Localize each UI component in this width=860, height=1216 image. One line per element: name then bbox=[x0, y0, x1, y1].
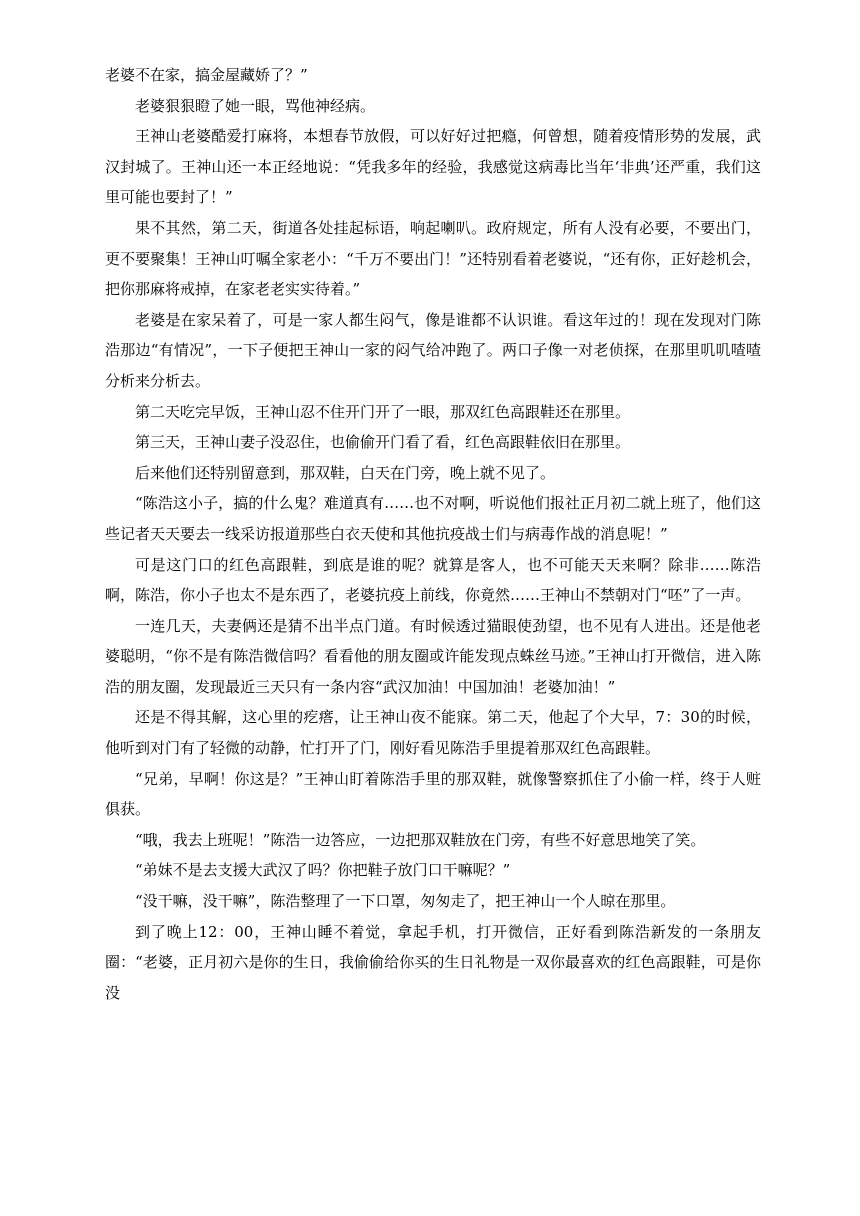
paragraph-14: “哦，我去上班呢！”陈浩一边答应，一边把那双鞋放在门旁，有些不好意思地笑了笑。 bbox=[135, 830, 706, 849]
paragraph-5: 老婆是在家呆着了，可是一家人都生闷气，像是谁都不认识谁。看这年过的！现在发现对门陈浩那边“有情况”，一下子便把王神山一家的闷气给冲跑了。两口子像一对老侦探，在那里叽叽喳喳分析来分析去。 bbox=[105, 310, 761, 390]
paragraph-12: 还是不得其解，这心里的疙瘩，让王神山夜不能寐。第二天，他起了个大早，7：30的时候，他听到对门有了轻微的动静，忙打开了门，刚好看见陈浩手里提着那双红色高跟鞋。 bbox=[105, 708, 761, 758]
paragraph-17: 到了晚上12：00，王神山睡不着觉，拿起手机，打开微信，正好看到陈浩新发的一条朋友圈：“老婆，正月初六是你的生日，我偷偷给你买的生日礼物是一双你最喜欢的红色高跟鞋，可是你没 bbox=[105, 922, 761, 1002]
document-body bbox=[105, 60, 761, 1008]
paragraph-2: 老婆狠狠瞪了她一眼，骂他神经病。 bbox=[135, 96, 376, 115]
paragraph-9: “陈浩这小子，搞的什么鬼？难道真有……也不对啊，听说他们报社正月初二就上班了，他们这些记者天天要去一线采访报道那些白衣天使和其他抗疫战士们与病毒作战的消息呢！” bbox=[105, 494, 761, 543]
paragraph-4: 果不其然，第二天，街道各处挂起标语，响起喇叭。政府规定，所有人没有必要，不要出门，更不要聚集！王神山叮嘱全家老小：“千万不要出门！”还特别看着老婆说，“还有你，正好趁机会，把你那麻将戒掉，在家老老实实待着。” bbox=[105, 218, 761, 299]
paragraph-6: 第二天吃完早饭，王神山忍不住开门开了一眼，那双红色高跟鞋还在那里。 bbox=[135, 402, 631, 421]
paragraph-3: 王神山老婆酷爱打麻将，本想春节放假，可以好好过把瘾，何曾想，随着疫情形势的发展，武汉封城了。王神山还一本正经地说：“凭我多年的经验，我感觉这病毒比当年‘非典’还严重，我们这里可能也要封了！” bbox=[105, 127, 761, 207]
paragraph-15: “弟妹不是去支援大武汉了吗？你把鞋子放门口干嘛呢？” bbox=[135, 861, 511, 880]
paragraph-10: 可是这门口的红色高跟鞋，到底是谁的呢？就算是客人，也不可能天天来啊？除非……陈浩啊，陈浩，你小子也太不是东西了，老婆抗疫上前线，你竟然……王神山不禁朝对门“呸”了一声。 bbox=[105, 555, 761, 605]
paragraph-11: 一连几天，夫妻俩还是猜不出半点门道。有时候透过猫眼使劲望，也不见有人进出。还是他老婆聪明，“你不是有陈浩微信吗？看看他的朋友圈或许能发现点蛛丝马迹。”王神山打开微信，进入陈浩的朋友圈，发现最近三天只有一条内容“武汉加油！中国加油！老婆加油！” bbox=[105, 616, 761, 696]
paragraph-7: 第三天，王神山妻子没忍住，也偷偷开门看了看，红色高跟鞋依旧在那里。 bbox=[135, 433, 631, 452]
paragraph-13: “兄弟，早啊！你这是？”王神山盯着陈浩手里的那双鞋，就像警察抓住了小偷一样，终于人赃俱获。 bbox=[105, 769, 761, 819]
paragraph-1: 老婆不在家，搞金屋藏娇了？” bbox=[105, 66, 308, 84]
paragraph-8: 后来他们还特别留意到，那双鞋，白天在门旁，晚上就不见了。 bbox=[135, 463, 556, 482]
paragraph-16: “没干嘛，没干嘛”，陈浩整理了一下口罩，匆匆走了，把王神山一个人晾在那里。 bbox=[135, 892, 676, 911]
